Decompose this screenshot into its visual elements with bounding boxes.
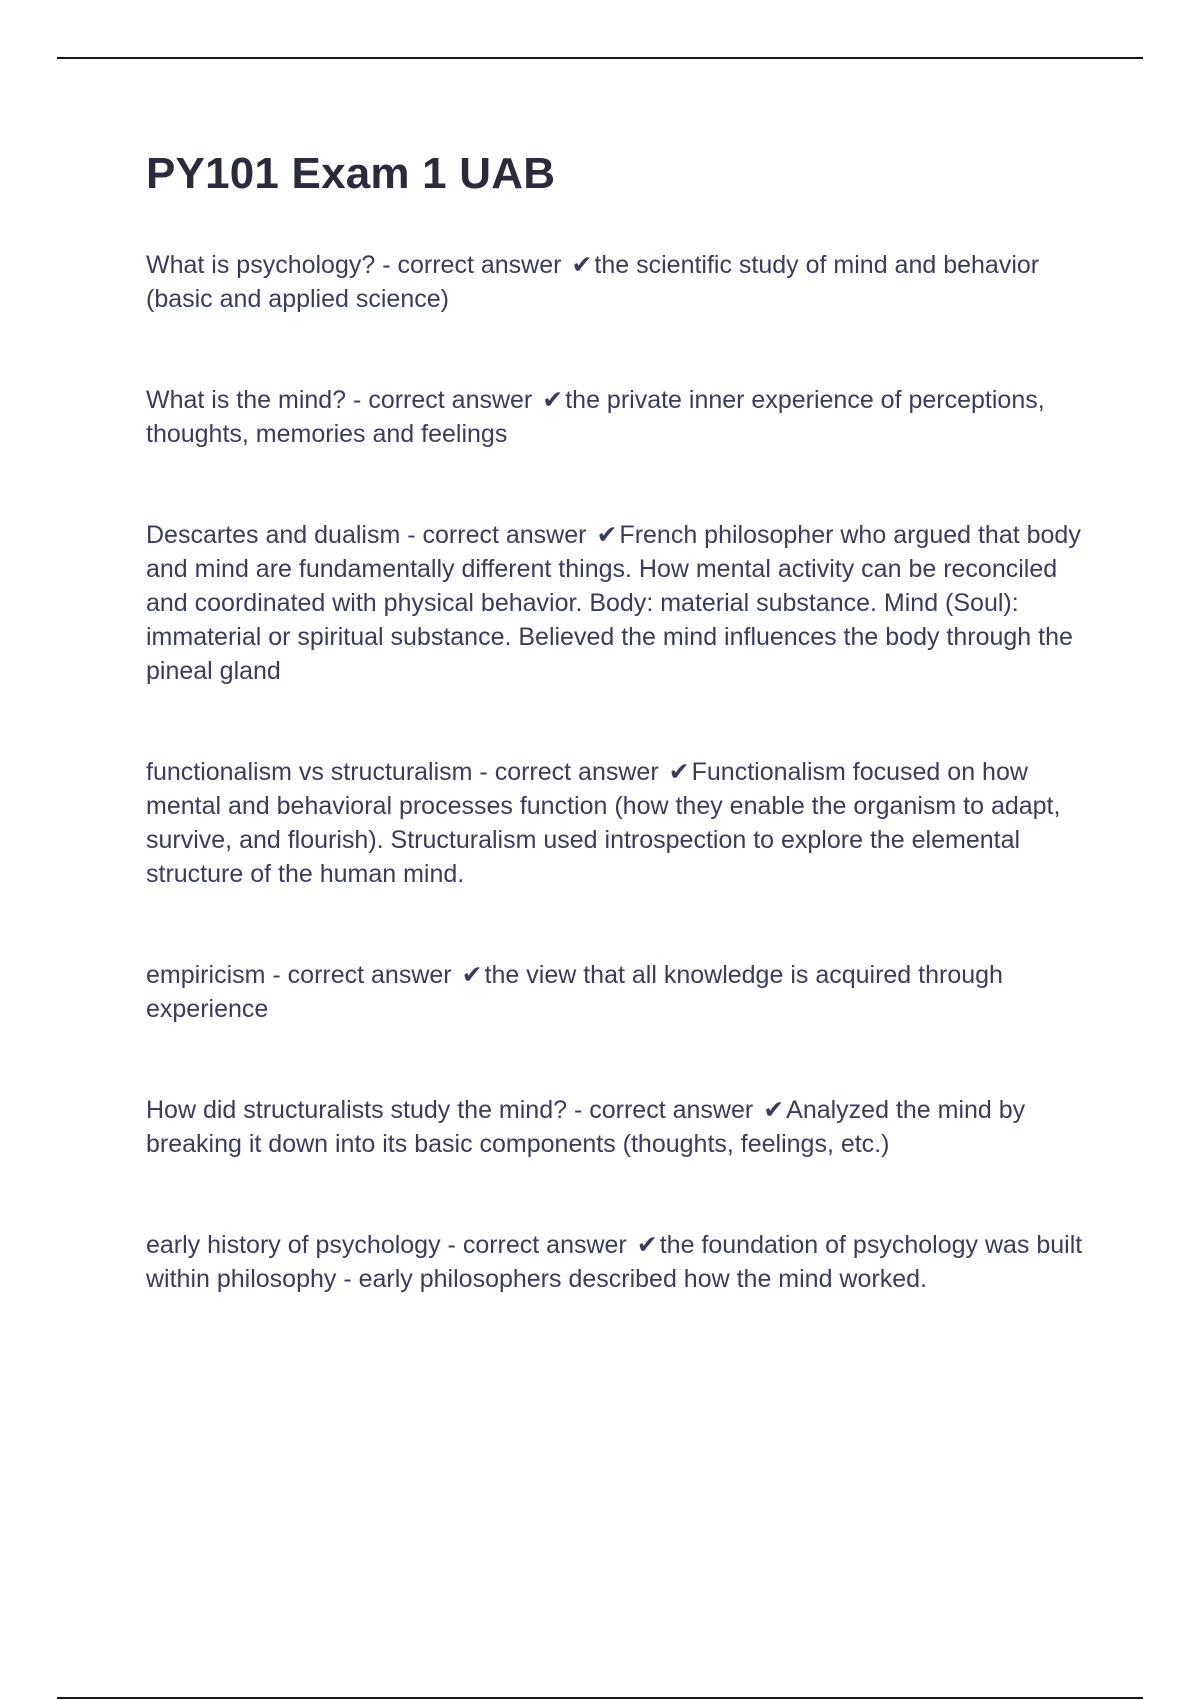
question-text: functionalism vs structuralism (146, 758, 473, 786)
answer-text: the foundation of psychology was built within philosophy - early philosophers described how the mind worked. (146, 1231, 1083, 1293)
bottom-rule (57, 1697, 1143, 1699)
answer-marker: correct answer (422, 521, 587, 549)
checkmark-icon: ✔ (596, 521, 618, 549)
question-text: empiricism (146, 961, 266, 989)
checkmark-icon: ✔ (571, 251, 593, 279)
qa-item: What is psychology? - correct answer ✔the scientific study of mind and behavior (basic and applied science) (146, 248, 1096, 316)
question-text: What is psychology? (146, 251, 376, 279)
checkmark-icon: ✔ (763, 1096, 785, 1124)
answer-text: Functionalism focused on how mental and behavioral processes function (how they enable the organism to adapt, survive, and flourish). Structuralism used introspection to explore the elemental structure of the human mind. (146, 758, 1061, 888)
answer-text: the view that all knowledge is acquired through experience (146, 961, 1003, 1023)
qa-item: How did structuralists study the mind? - correct answer ✔Analyzed the mind by breaking it down into its basic components (thoughts, feelings, etc.) (146, 1093, 1096, 1161)
top-rule (57, 57, 1143, 59)
qa-item: functionalism vs structuralism - correct answer ✔Functionalism focused on how mental and behavioral processes function (how they enable the organism to adapt, survive, and flourish). Structuralism used introspection to explore the elemental structure of the human mind. (146, 755, 1096, 891)
answer-marker: correct answer (589, 1096, 754, 1124)
checkmark-icon: ✔ (668, 758, 690, 786)
answer-marker: correct answer (368, 386, 533, 414)
qa-item: What is the mind? - correct answer ✔the private inner experience of perceptions, thoughts, memories and feelings (146, 383, 1096, 451)
checkmark-icon: ✔ (461, 961, 483, 989)
qa-item: empiricism - correct answer ✔the view that all knowledge is acquired through experience (146, 958, 1096, 1026)
question-text: What is the mind? (146, 386, 347, 414)
qa-list (146, 248, 1096, 1296)
qa-item: early history of psychology - correct answer ✔the foundation of psychology was built within philosophy - early philosophers described how the mind worked. (146, 1228, 1096, 1296)
question-text: How did structuralists study the mind? (146, 1096, 568, 1124)
answer-text: the private inner experience of perceptions, thoughts, memories and feelings (146, 386, 1045, 448)
page-title: PY101 Exam 1 UAB (146, 149, 556, 198)
answer-marker: correct answer (397, 251, 562, 279)
checkmark-icon: ✔ (542, 386, 564, 414)
checkmark-icon: ✔ (636, 1231, 658, 1259)
question-text: early history of psychology (146, 1231, 441, 1259)
answer-marker: correct answer (494, 758, 659, 786)
answer-text: the scientific study of mind and behavior (basic and applied science) (146, 251, 1040, 313)
answer-marker: correct answer (462, 1231, 627, 1259)
answer-marker: correct answer (287, 961, 452, 989)
question-text: Descartes and dualism (146, 521, 401, 549)
qa-item: Descartes and dualism - correct answer ✔French philosopher who argued that body and mind are fundamentally different things. How mental activity can be reconciled and coordinated with physical behavior. Body: material substance. Mind (Soul): immaterial or spiritual substance. Believed the mind influences the body through the pineal gland (146, 518, 1096, 688)
document-body (146, 146, 1096, 1363)
answer-text: French philosopher who argued that body and mind are fundamentally different things. How mental activity can be reconciled and coordinated with physical behavior. Body: material substance. Mind (Soul): immaterial or spiritual substance. Believed the mind influences the body through the pineal gland (146, 521, 1081, 685)
answer-text: Analyzed the mind by breaking it down into its basic components (thoughts, feelings, etc.) (146, 1096, 1026, 1158)
